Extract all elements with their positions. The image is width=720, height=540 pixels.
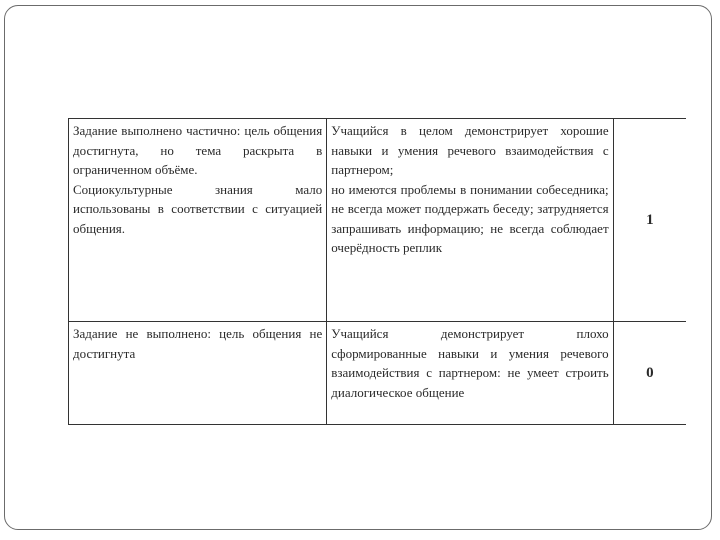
interaction-skills-cell [327,322,613,425]
task-completion-text: Задание выполнено частично: цель общения достигнута, но тема раскрыта в ограниченном объёме. [73,123,323,177]
table-row [69,119,687,322]
interaction-skills-text: Учащийся в целом демонстрирует хорошие навыки и умения речевого взаимодействия с партнером; [331,123,609,177]
task-completion-cell [69,119,327,322]
table-row [69,322,687,425]
interaction-skills-text: Учащийся демонстрирует плохо сформированные навыки и умения речевого взаимодействия с партнером: не умеет строить диалогическое общение [331,326,609,400]
interaction-problems-text: но имеются проблемы в понимании собеседника; не всегда может поддержать беседу; затрудняется запрашивать информацию; не всегда соблюдает очерёдность реплик [331,181,609,255]
assessment-criteria-table [68,118,686,425]
score-cell: 0 [613,322,686,425]
task-completion-cell [69,322,327,425]
interaction-skills-cell [327,119,613,322]
score-cell: 1 [613,119,686,322]
sociocultural-knowledge-text: Социокультурные знания мало использованы в соответствии с ситуацией общения. [73,181,323,236]
task-completion-text: Задание не выполнено: цель общения не достигнута [73,326,323,361]
